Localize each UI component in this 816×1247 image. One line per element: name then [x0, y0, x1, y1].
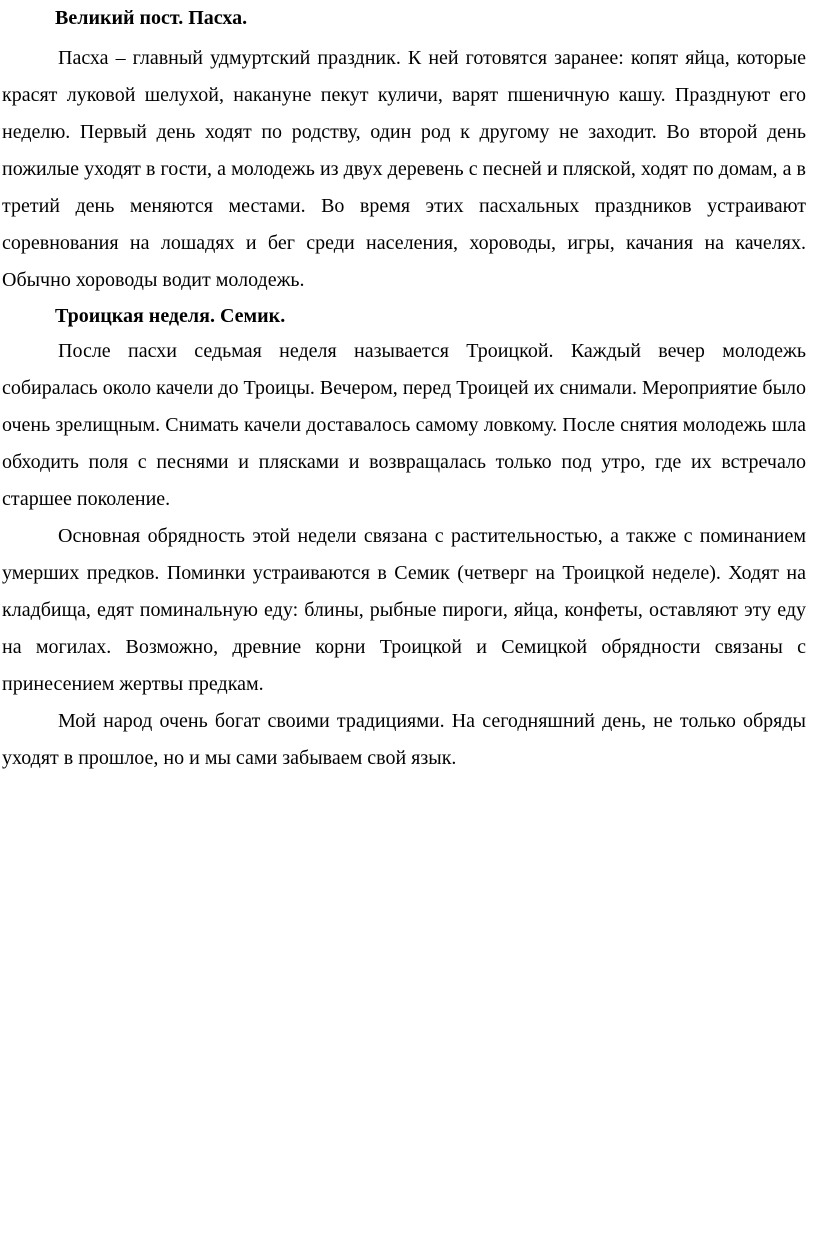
paragraph-semik-rites: Основная обрядность этой недели связана с растительностью, а также с поминанием умерших предков. Поминки устраиваются в Семик (четверг на Троицкой неделе). Ходят на кладбища, едят поминальную еду: блины, рыбные пироги, яйца, конфеты, оставляют эту еду на могилах. Возможно, древние корни Троицкой и Семицкой обрядности связаны с принесением жертвы предкам. [2, 525, 806, 695]
paragraph-easter: Пасха – главный удмуртский праздник. К ней готовятся заранее: копят яйца, которые красят луковой шелухой, накануне пекут куличи, варят пшеничную кашу. Празднуют его неделю. Первый день ходят по родству, один род к другому не заходит. Во второй день пожилые уходят в гости, а молодежь из двух деревень с песней и пляской, ходят по домам, а в третий день меняются местами. Во время этих пасхальных праздников устраивают соревнования на лошадях и бег среди населения, хороводы, игры, качания на качелях. Обычно хороводы водит молодежь. [2, 47, 806, 291]
document-body [2, 1, 806, 777]
section-heading-trinity: Троицкая неделя. Семик. [55, 305, 286, 327]
paragraph-trinity-week: После пасхи седьмая неделя называется Троицкой. Каждый вечер молодежь собиралась около качели до Троицы. Вечером, перед Троицей их снимали. Мероприятие было очень зрелищным. Снимать качели доставалось самому ловкому. После снятия молодежь шла обходить поля с песнями и плясками и возвращалась только под утро, где их встречало старшее поколение. [2, 340, 806, 510]
section-heading-easter: Великий пост. Пасха. [55, 7, 248, 29]
paragraph-traditions: Мой народ очень богат своими традициями. На сегодняшний день, не только обряды уходят в прошлое, но и мы сами забываем свой язык. [2, 710, 806, 769]
